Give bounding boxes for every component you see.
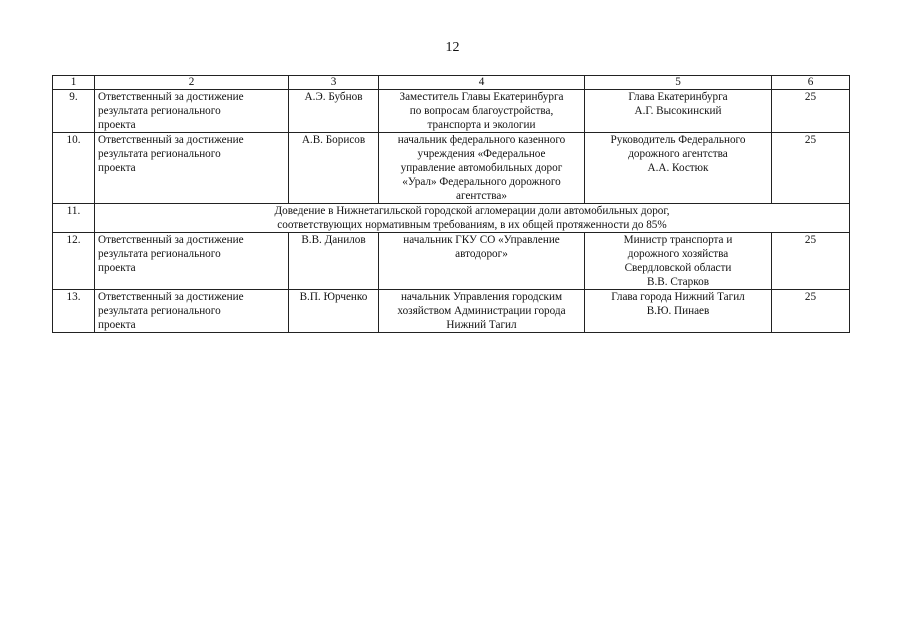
text-line: А.Г. Высокинский <box>634 105 722 117</box>
text-line: дорожного агентства <box>628 148 728 160</box>
row-number: 13. <box>53 290 95 333</box>
text-line: Ответственный за достижение <box>98 134 244 146</box>
text-line: Глава города Нижний Тагил <box>611 291 745 303</box>
person-cell: В.В. Данилов <box>289 233 379 290</box>
page-number: 12 <box>445 40 460 55</box>
role-cell <box>95 233 289 290</box>
text-line: Нижний Тагил <box>446 319 517 331</box>
role-cell <box>95 133 289 204</box>
text-line: Глава Екатеринбурга <box>628 91 728 103</box>
value-cell: 25 <box>772 90 850 133</box>
text-line: Заместитель Главы Екатеринбурга <box>399 91 564 103</box>
row-number: 11. <box>53 204 95 233</box>
text-line: дорожного хозяйства <box>627 248 729 260</box>
text-line: управление автомобильных дорог <box>400 162 563 174</box>
text-line: результата регионального <box>98 148 221 160</box>
text-line: транспорта и экологии <box>427 119 536 131</box>
value-cell: 25 <box>772 233 850 290</box>
person-cell: А.В. Борисов <box>289 133 379 204</box>
column-header: 4 <box>379 76 585 90</box>
header-row <box>53 76 850 90</box>
text-line: проекта <box>98 162 136 174</box>
text-line: Ответственный за достижение <box>98 234 244 246</box>
text-line: результата регионального <box>98 305 221 317</box>
text-line: результата регионального <box>98 248 221 260</box>
table-row <box>53 90 850 133</box>
row-number: 9. <box>53 90 95 133</box>
row-number: 10. <box>53 133 95 204</box>
text-line: по вопросам благоустройства, <box>409 105 554 117</box>
text-line: хозяйством Администрации города <box>397 305 566 317</box>
text-line: начальник ГКУ СО «Управление <box>403 234 560 246</box>
text-line: агентства» <box>456 190 507 202</box>
text-line: проекта <box>98 262 136 274</box>
responsibility-table <box>52 75 850 333</box>
text-line: соответствующих нормативным требованиям, в их общей протяженности до 85% <box>277 219 667 231</box>
supervisor-cell <box>585 133 772 204</box>
text-line: А.А. Костюк <box>647 162 709 174</box>
supervisor-cell <box>585 290 772 333</box>
column-header: 6 <box>772 76 850 90</box>
supervisor-cell <box>585 233 772 290</box>
person-cell: В.П. Юрченко <box>289 290 379 333</box>
column-header: 1 <box>53 76 95 90</box>
text-line: результата регионального <box>98 105 221 117</box>
column-header: 2 <box>95 76 289 90</box>
text-line: учреждения «Федеральное <box>417 148 546 160</box>
text-line: Ответственный за достижение <box>98 91 244 103</box>
text-line: проекта <box>98 319 136 331</box>
text-line: Ответственный за достижение <box>98 291 244 303</box>
text-line: начальник федерального казенного <box>397 134 566 146</box>
text-line: Свердловской области <box>624 262 732 274</box>
position-cell <box>379 133 585 204</box>
role-cell <box>95 90 289 133</box>
row-number: 12. <box>53 233 95 290</box>
position-cell <box>379 290 585 333</box>
text-line: «Урал» Федерального дорожного <box>402 176 561 188</box>
text-line: В.В. Старков <box>647 276 709 288</box>
table-row <box>53 133 850 204</box>
text-line: автодорог» <box>455 248 508 260</box>
table-row <box>53 204 850 233</box>
position-cell <box>379 90 585 133</box>
text-line: В.Ю. Пинаев <box>646 305 710 317</box>
table-row <box>53 290 850 333</box>
value-cell: 25 <box>772 133 850 204</box>
text-line: проекта <box>98 119 136 131</box>
merged-cell <box>95 204 850 233</box>
role-cell <box>95 290 289 333</box>
column-header: 5 <box>585 76 772 90</box>
person-cell: А.Э. Бубнов <box>289 90 379 133</box>
text-line: Руководитель Федерального <box>610 134 746 146</box>
text-line: начальник Управления городским <box>400 291 563 303</box>
position-cell <box>379 233 585 290</box>
text-line: Министр транспорта и <box>623 234 733 246</box>
table-row <box>53 233 850 290</box>
text-line: Доведение в Нижнетагильской городской агломерации доли автомобильных дорог, <box>274 205 670 217</box>
column-header: 3 <box>289 76 379 90</box>
supervisor-cell <box>585 90 772 133</box>
value-cell: 25 <box>772 290 850 333</box>
